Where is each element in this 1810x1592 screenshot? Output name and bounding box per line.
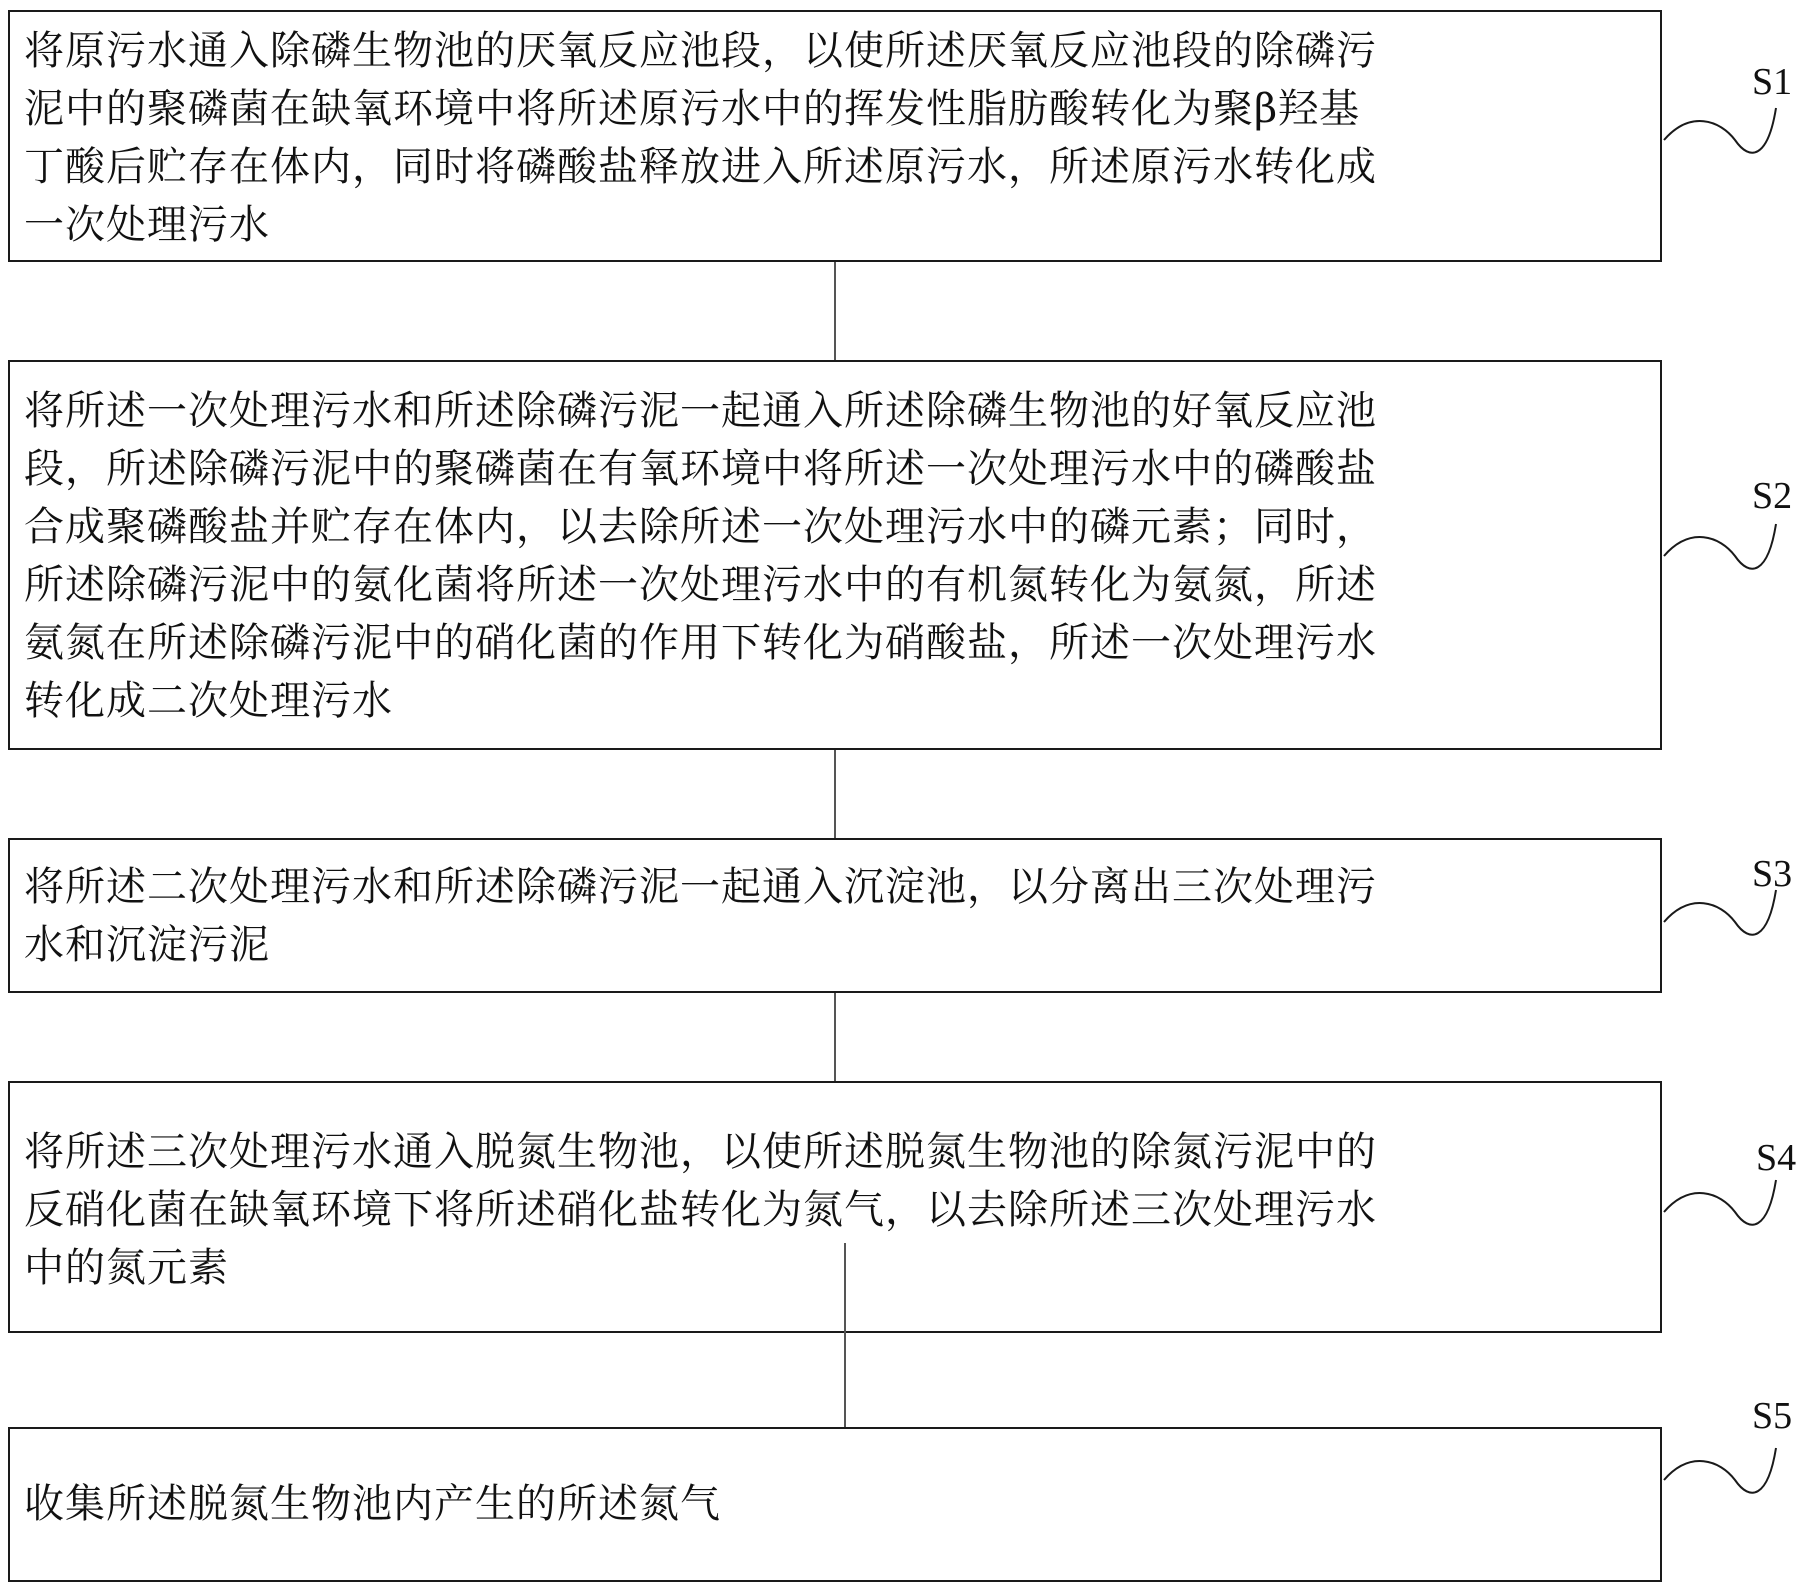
leader-line-s5 <box>1664 1448 1776 1493</box>
step-label-s1: S1 <box>1752 61 1793 103</box>
connector-s2-s3 <box>834 750 836 838</box>
step-box-s1 <box>8 10 1662 262</box>
step-label-s3: S3 <box>1752 853 1793 895</box>
leader-line-s2 <box>1664 524 1776 569</box>
leader-line-s1 <box>1664 108 1776 153</box>
step-text-s2: 将所述一次处理污水和所述除磷污泥一起通入所述除磷生物池的好氧反应池 段，所述除磷污泥中的聚磷菌在有氧环境中将所述一次处理污水中的磷酸盐 合成聚磷酸盐并贮存在体内，以去除所述一次处理污水中的磷元素；同时， 所述除磷污泥中的氨化菌将所述一次处理污水中的有机氮转化为氨氮，所述 氨氮在所述除磷污泥中的硝化菌的作用下转化为硝酸盐，所述一次处理污水 转化成二次处理污水 <box>24 388 1377 724</box>
connector-s1-s2 <box>834 262 836 360</box>
leader-line-s3 <box>1664 890 1776 935</box>
step-text-s1: 将原污水通入除磷生物池的厌氧反应池段，以使所述厌氧反应池段的除磷污 泥中的聚磷菌在缺氧环境中将所述原污水中的挥发性脂肪酸转化为聚β羟基 丁酸后贮存在体内，同时将磷酸盐释放进入所述原污水，所述原污水转化成 一次处理污水 <box>24 28 1377 248</box>
leader-line-s4 <box>1664 1180 1776 1225</box>
connector-s4-s5 <box>844 1243 846 1427</box>
connector-s3-s4 <box>834 993 836 1081</box>
step-label-s2: S2 <box>1752 475 1793 517</box>
step-text-s4: 将所述三次处理污水通入脱氮生物池，以使所述脱氮生物池的除氮污泥中的 反硝化菌在缺氧环境下将所述硝化盐转化为氮气，以去除所述三次处理污水 中的氮元素 <box>24 1129 1377 1291</box>
step-box-s3 <box>8 838 1662 993</box>
step-text-s5: 收集所述脱氮生物池内产生的所述氮气 <box>24 1481 721 1527</box>
step-box-s2 <box>8 360 1662 750</box>
step-label-s5: S5 <box>1752 1395 1793 1437</box>
step-label-s4: S4 <box>1756 1137 1797 1179</box>
step-text-s3: 将所述二次处理污水和所述除磷污泥一起通入沉淀池，以分离出三次处理污 水和沉淀污泥 <box>24 864 1377 968</box>
step-box-s4 <box>8 1081 1662 1333</box>
step-box-s5 <box>8 1427 1662 1582</box>
